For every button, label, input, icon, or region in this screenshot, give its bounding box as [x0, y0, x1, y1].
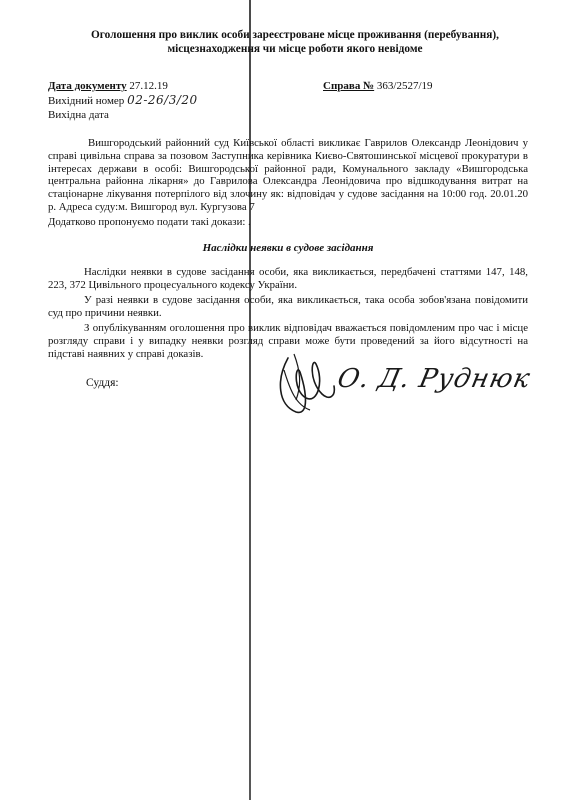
outgoing-date-row: [48, 108, 198, 122]
title-line-1: Оголошення про виклик особи зареєстроване місце проживання (перебування),: [91, 29, 499, 41]
notification-paragraph: У разі неявки в судове засідання особи, яка викликається, така особа зобов'язана повідомити суд про причини неявки.: [48, 294, 528, 319]
title-line-2: місцезнаходження чи місце роботи якого невідоме: [167, 43, 423, 55]
judge-label: Суддя:: [86, 377, 119, 389]
case-value: 363/2527/19: [376, 80, 433, 92]
case-number: [323, 79, 433, 93]
outgoing-date-label: Вихідна дата: [48, 109, 109, 121]
outgoing-number-row: [48, 93, 198, 108]
summons-paragraph: Вишгородський районний суд Київської області викликає Гаврилов Олександр Леонідович у справі цивільна справа за позовом Заступника керівника Києво-Святошинської місцевої прокуратури в інтересах держави в особі: Вишгородської районної ради, Комунального закладу «Вишгородська центральна районна лікарня» до Гаврилова Олександра Леонідовича про відшкодування витрат на стаціонарне лікування потерпілого від злочину як: відповідач у судове засідання на 10:00 год. 20.01.20 р. Адреса суду:м. Вишгород вул. Кургузова 7: [48, 137, 528, 213]
document-meta: [48, 79, 198, 122]
document-title: [60, 28, 530, 56]
publication-paragraph: З опублікуванням оголошення про виклик відповідач вважається повідомленим про час і місце розгляду справи і у випадку неявки розгляд справи може бути проведений за його відсутності на підставі наявних у справі доказів.: [48, 322, 528, 360]
date-value: 27.12.19: [129, 80, 168, 92]
date-label: Дата документу: [48, 80, 127, 92]
case-label: Справа №: [323, 80, 375, 92]
outgoing-number-label: Вихідний номер: [48, 95, 125, 107]
judge-signature-name: О. Д. Руднюк: [334, 364, 534, 394]
outgoing-number-value: 02-26/3/20: [127, 93, 198, 107]
date-row: [48, 79, 198, 93]
consequences-paragraph: Наслідки неявки в судове засідання особи, яка викликається, передбачені статтями 147, 148, 223, 372 Цивільного процесуального кодексу України.: [48, 266, 528, 291]
section-title: Наслідки неявки в судове засідання: [202, 242, 374, 254]
additional-evidence-line: Додатково пропонуємо подати такі докази: .: [48, 216, 251, 228]
scan-fold-line: [249, 0, 251, 800]
